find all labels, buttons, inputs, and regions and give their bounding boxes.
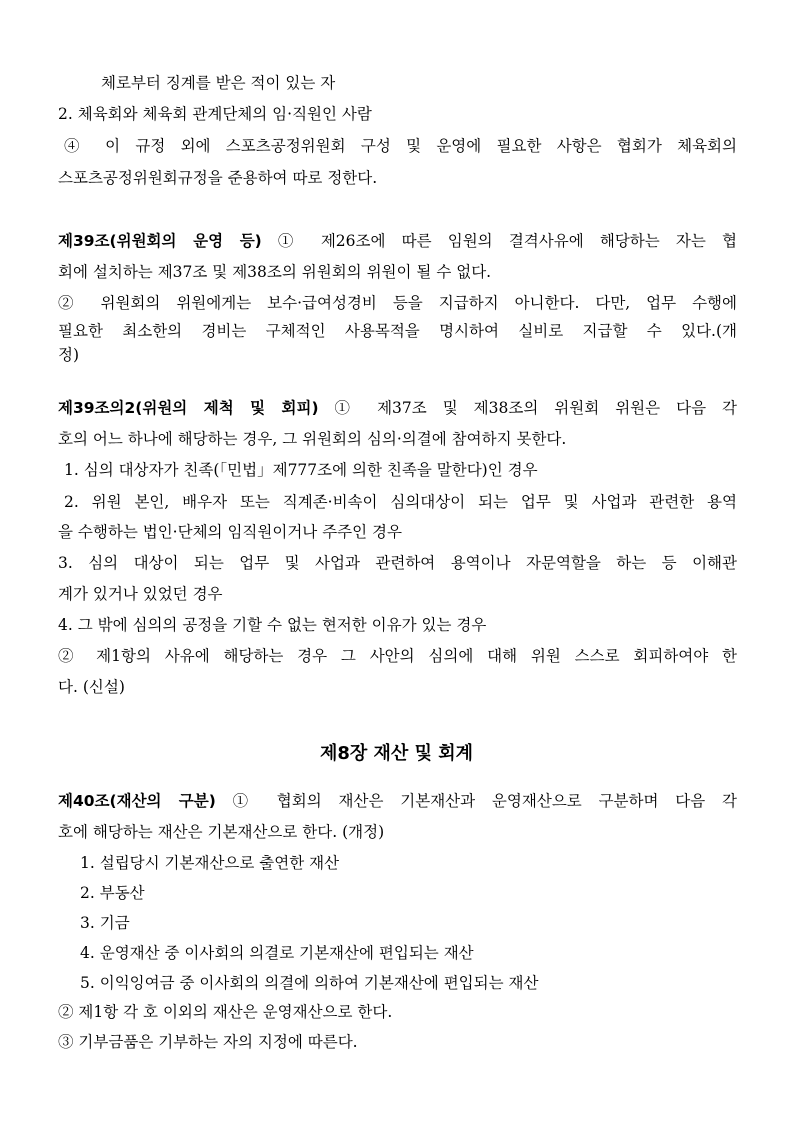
list-item: 5. 이익잉여금 중 이사회의 의결에 의하여 기본재산에 편입되는 재산 [80,974,539,992]
list-item: 2. 위원 본인, 배우자 또는 직계존·비속이 심의대상이 되는 업무 및 사업과 관련한 용역 [64,493,737,511]
text-line: 호의 어느 하나에 해당하는 경우, 그 위원회의 심의·의결에 참여하지 못한다. [58,430,567,448]
article-39-2-first-line [58,398,737,418]
article-40-title: 제40조(재산의 구분) [58,792,216,810]
text-line: 호에 해당하는 재산은 기본재산으로 한다. (개정) [58,823,385,841]
text-line: ② 제1항 각 호 이외의 재산은 운영재산으로 한다. [58,1003,393,1021]
chapter-heading: 제8장 재산 및 회계 [319,743,474,764]
text-span: ① 협회의 재산은 기본재산과 운영재산으로 구분하며 다음 각 [215,792,737,810]
list-item: 1. 설립당시 기본재산으로 출연한 재산 [80,854,340,872]
text-line: 체로부터 징계를 받은 적이 있는 자 [101,74,336,92]
text-line: ② 위원회의 위원에게는 보수·급여성경비 등을 지급하지 아니한다. 다만, 업무 수행에 [58,294,737,312]
text-span: ① 제26조에 따른 임원의 결격사유에 해당하는 자는 협 [261,232,737,250]
text-line: ④ 이 규정 외에 스포츠공정위원회 구성 및 운영에 필요한 사항은 협회가 체육회의 [64,137,737,155]
article-39-2-title: 제39조의2(위원의 제척 및 회피) [58,399,319,417]
text-line: 필요한 최소한의 경비는 구체적인 사용목적을 명시하여 실비로 지급할 수 있다.(개 [58,322,737,340]
text-line: 계가 있거나 있었던 경우 [58,585,223,603]
list-item: 2. 부동산 [80,884,145,902]
list-item: 4. 그 밖에 심의의 공정을 기할 수 없는 현저한 이유가 있는 경우 [58,616,487,634]
article-39-title: 제39조(위원회의 운영 등) [58,232,262,250]
list-item: 3. 심의 대상이 되는 업무 및 사업과 관련하여 용역이나 자문역할을 하는 등 이해관 [58,554,737,572]
list-item: 3. 기금 [80,914,130,932]
text-line: 스포츠공정위원회규정을 준용하여 따로 정한다. [58,169,378,187]
text-line: ② 제1항의 사유에 해당하는 경우 그 사안의 심의에 대해 위원 스스로 회피하여야 한 [58,647,737,665]
article-40-first-line [58,791,737,811]
article-39-first-line [58,231,737,251]
text-line: 회에 설치하는 제37조 및 제38조의 위원회의 위원이 될 수 없다. [58,263,492,281]
text-line: 다. (신설) [58,678,125,696]
text-line: 2. 체육회와 체육회 관계단체의 임·직원인 사람 [58,105,372,123]
list-item: 4. 운영재산 중 이사회의 의결로 기본재산에 편입되는 재산 [80,944,474,962]
text-span: ① 제37조 및 제38조의 위원회 위원은 다음 각 [318,399,737,417]
text-line: ③ 기부금품은 기부하는 자의 지정에 따른다. [58,1033,358,1051]
list-item: 1. 심의 대상자가 친족(「민법」제777조에 의한 친족을 말한다)인 경우 [64,461,538,479]
text-line: 을 수행하는 법인·단체의 임직원이거나 주주인 경우 [58,523,402,541]
text-line: 정) [58,346,80,364]
